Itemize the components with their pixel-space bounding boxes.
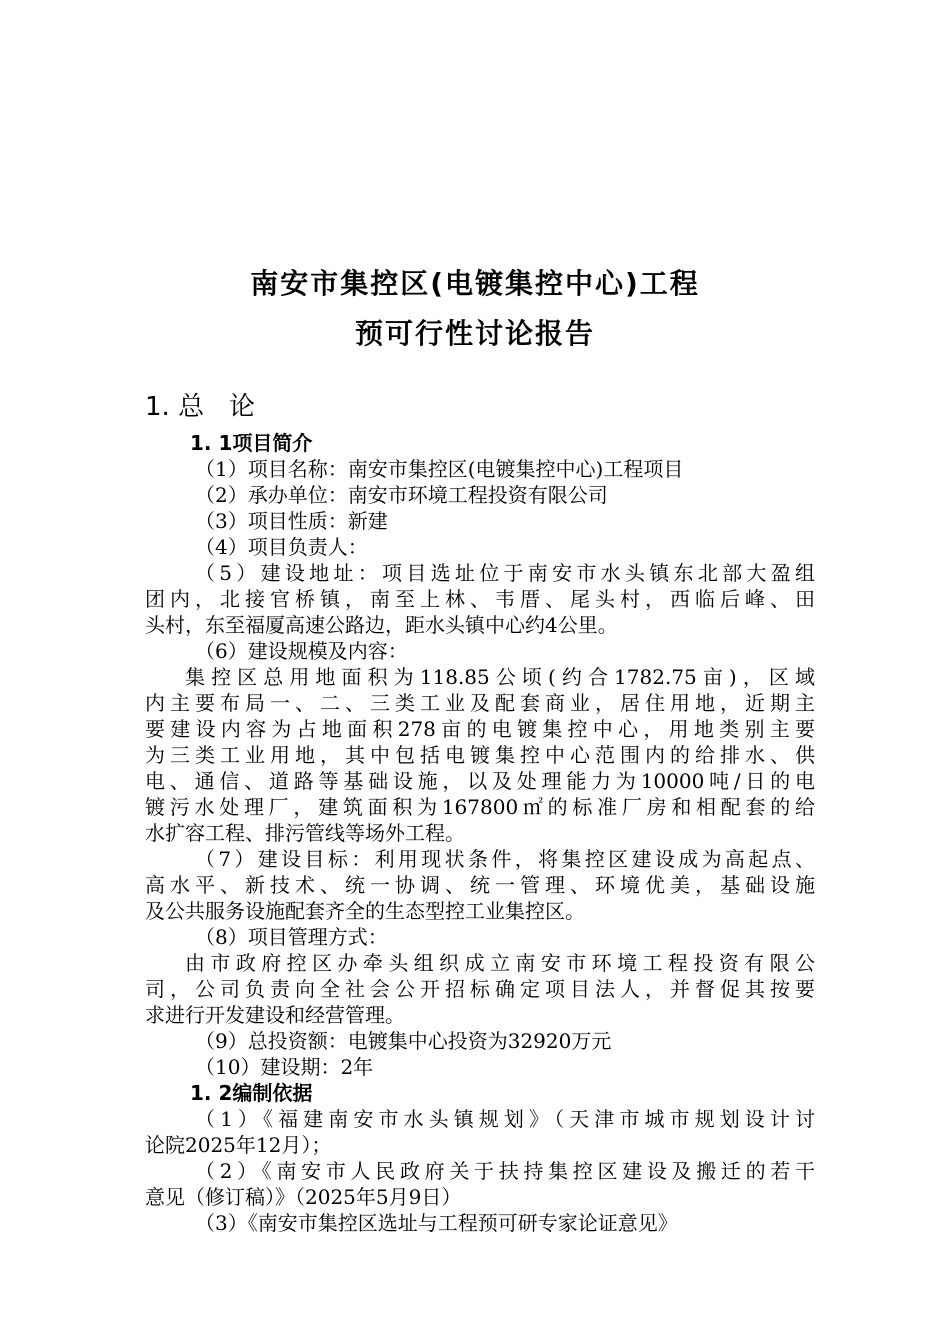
paragraph-line: 镀污水处理厂，建筑面积为167800㎡的标准厂房和相配套的给 <box>145 795 815 819</box>
paragraph-line: 求进行开发建设和经营管理。 <box>145 1003 405 1027</box>
paragraph-line: 头村，东至福厦高速公路边，距水头镇中心约4公里。 <box>145 613 618 637</box>
paragraph-line: （1）项目名称：南安市集控区(电镀集控中心)工程项目 <box>195 457 684 481</box>
paragraph-line: （5）建设地址：项目选址位于南安市水头镇东北部大盈组 <box>195 561 815 585</box>
paragraph-line: （2）《南安市人民政府关于扶持集控区建设及搬迁的若干 <box>195 1159 815 1183</box>
paragraph-line: （6）建设规模及内容： <box>195 639 408 663</box>
paragraph-line: （7）建设目标：利用现状条件，将集控区建设成为高起点、 <box>195 847 815 871</box>
paragraph-line: 要建设内容为占地面积278亩的电镀集控中心，用地类别主要 <box>145 717 815 741</box>
paragraph-line: （10）建设期：2年 <box>195 1055 374 1079</box>
section-heading-1-1: 1. 1项目简介 <box>190 431 313 455</box>
paragraph-line: 集控区总用地面积为118.85公顷(约合1782.75亩)，区域 <box>185 665 815 689</box>
paragraph-line: （9）总投资额：电镀集中心投资为32920万元 <box>195 1029 612 1053</box>
paragraph-line: （1）《福建南安市水头镇规划》（天津市城市规划设计讨 <box>195 1107 815 1131</box>
document-body <box>145 430 815 1236</box>
paragraph-line: （3）《南安市集控区选址与工程预可研专家论证意见》 <box>195 1211 678 1235</box>
paragraph-line: （8）项目管理方式： <box>195 925 388 949</box>
paragraph-line: （2）承办单位：南安市环境工程投资有限公司 <box>195 483 608 507</box>
paragraph-line: 及公共服务设施配套齐全的生态型控工业集控区。 <box>145 899 585 923</box>
paragraph-line: 水扩容工程、排污管线等场外工程。 <box>145 821 465 845</box>
paragraph-line: 团内，北接官桥镇，南至上林、韦厝、尾头村，西临后峰、田 <box>145 587 815 611</box>
paragraph-line: （3）项目性质：新建 <box>195 509 388 533</box>
paragraph-line: 电、通信、道路等基础设施，以及处理能力为10000吨/日的电 <box>145 769 815 793</box>
document-title: 南安市集控区(电镀集控中心)工程 <box>250 267 700 300</box>
paragraph-line: 为三类工业用地，其中包括电镀集控中心范围内的给排水、供 <box>145 743 815 767</box>
chapter-heading: 1. 总 论 <box>145 392 255 422</box>
document-subtitle: 预可行性讨论报告 <box>354 317 595 350</box>
paragraph-line: 内主要布局一、二、三类工业及配套商业，居住用地，近期主 <box>145 691 815 715</box>
paragraph-line: 由市政府控区办牵头组织成立南安市环境工程投资有限公 <box>185 951 815 975</box>
paragraph-line: 高水平、新技术、统一协调、统一管理、环境优美，基础设施 <box>145 873 815 897</box>
paragraph-line: 论院2025年12月）； <box>145 1133 332 1157</box>
paragraph-line: （4）项目负责人： <box>195 535 368 559</box>
paragraph-line: 意见（修订稿）》（2025年5月9日） <box>145 1185 462 1209</box>
paragraph-line: 司，公司负责向全社会公开招标确定项目法人，并督促其按要 <box>145 977 815 1001</box>
section-heading-1-2: 1. 2编制依据 <box>190 1081 313 1105</box>
